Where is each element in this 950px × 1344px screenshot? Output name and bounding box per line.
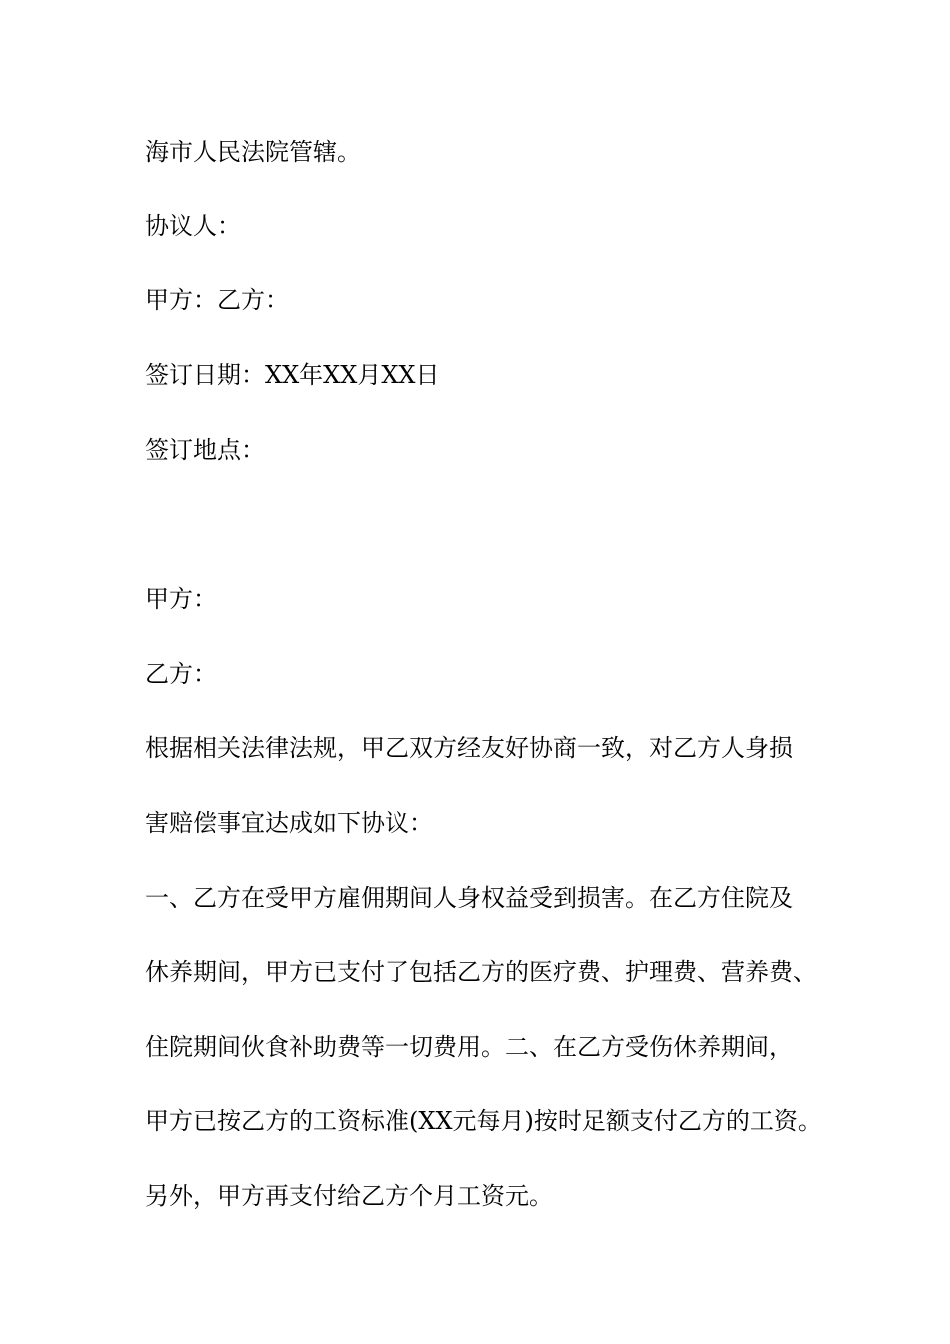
- text-line-clause-3: 住院期间伙食补助费等一切费用。二、在乙方受伤休养期间，: [145, 1033, 793, 1061]
- text-line-signatories-label: 协议人：: [145, 212, 241, 240]
- text-line-parties: 甲方：乙方：: [145, 286, 289, 314]
- text-line-party-a: 甲方：: [145, 585, 217, 613]
- text-line-jurisdiction: 海市人民法院管辖。: [145, 138, 361, 166]
- text-line-preamble-1: 根据相关法律法规，甲乙双方经友好协商一致，对乙方人身损: [145, 734, 793, 762]
- text-line-signing-date: 签订日期：XX年XX月XX日: [145, 361, 440, 389]
- text-line-party-b: 乙方：: [145, 660, 217, 688]
- text-line-signing-place: 签订地点：: [145, 436, 265, 464]
- text-line-clause-5: 另外，甲方再支付给乙方个月工资元。: [145, 1182, 553, 1210]
- text-line-clause-1: 一、乙方在受甲方雇佣期间人身权益受到损害。在乙方住院及: [145, 884, 793, 912]
- text-line-clause-2: 休养期间，甲方已支付了包括乙方的医疗费、护理费、营养费、: [145, 958, 817, 986]
- text-line-preamble-2: 害赔偿事宜达成如下协议：: [145, 809, 433, 837]
- text-line-clause-4: 甲方已按乙方的工资标准(XX元每月)按时足额支付乙方的工资。: [145, 1107, 822, 1135]
